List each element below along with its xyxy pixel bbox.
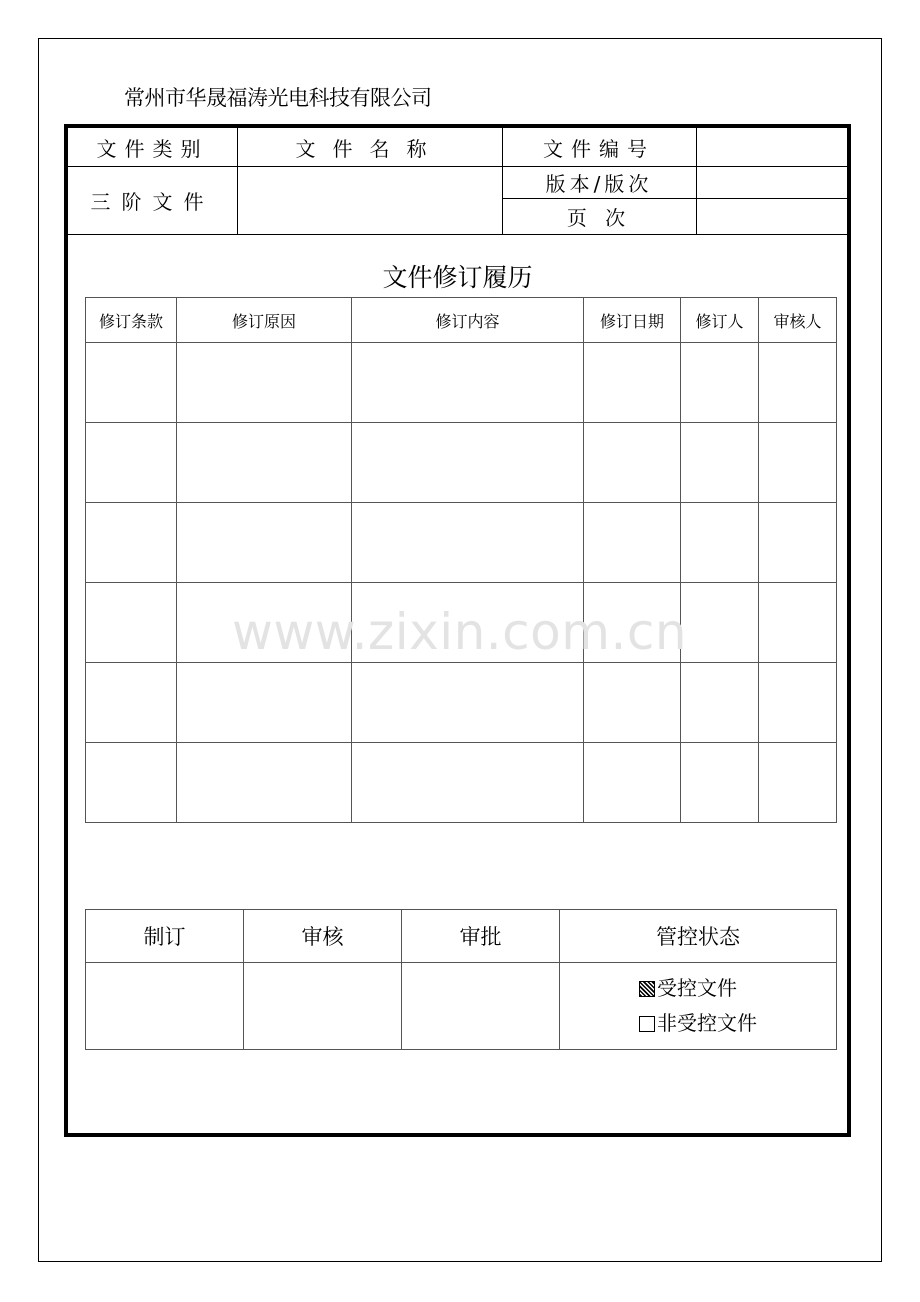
table-cell[interactable]: [584, 743, 681, 823]
table-cell[interactable]: [86, 503, 177, 583]
table-cell[interactable]: [681, 423, 759, 503]
table-cell[interactable]: [759, 663, 837, 743]
revision-history-title: 文件修订履历: [382, 263, 533, 292]
page-label: 页 次: [566, 205, 632, 230]
table-cell[interactable]: [759, 423, 837, 503]
version-value[interactable]: [696, 166, 847, 198]
revision-header-row: [86, 298, 837, 343]
table-cell[interactable]: [86, 663, 177, 743]
status-option-uncontrolled[interactable]: [639, 1006, 757, 1041]
table-cell[interactable]: [352, 663, 584, 743]
table-cell[interactable]: [86, 423, 177, 503]
table-cell[interactable]: [352, 423, 584, 503]
col-reviewed: 审核: [244, 910, 402, 963]
table-cell[interactable]: [352, 743, 584, 823]
table-cell[interactable]: [681, 743, 759, 823]
page-value[interactable]: [696, 198, 847, 234]
table-cell[interactable]: [584, 423, 681, 503]
table-cell[interactable]: [759, 743, 837, 823]
empty-box-icon[interactable]: [639, 1016, 655, 1032]
status-option-controlled[interactable]: [639, 971, 757, 1006]
table-cell[interactable]: [584, 343, 681, 423]
table-row: [86, 583, 837, 663]
category-value: 三阶文件: [90, 189, 215, 214]
table-cell[interactable]: [86, 343, 177, 423]
table-cell[interactable]: [177, 583, 352, 663]
signoff-header-row: [86, 910, 837, 963]
table-cell[interactable]: [177, 423, 352, 503]
approved-cell[interactable]: [402, 963, 560, 1050]
table-cell[interactable]: [177, 743, 352, 823]
col-date: 修订日期: [584, 298, 681, 343]
table-row: [86, 743, 837, 823]
table-cell[interactable]: [86, 743, 177, 823]
number-label: 文件编号: [543, 136, 655, 161]
company-name: 常州市华晟福涛光电科技有限公司: [124, 86, 432, 110]
col-drafted: 制订: [86, 910, 244, 963]
table-cell[interactable]: [352, 503, 584, 583]
table-cell[interactable]: [759, 583, 837, 663]
col-clause: 修订条款: [86, 298, 177, 343]
table-cell[interactable]: [681, 503, 759, 583]
col-content: 修订内容: [352, 298, 584, 343]
status-option-label: 受控文件: [657, 976, 737, 1000]
revision-table: [85, 297, 837, 823]
table-cell[interactable]: [177, 343, 352, 423]
drafted-cell[interactable]: [86, 963, 244, 1050]
table-cell[interactable]: [681, 663, 759, 743]
table-cell[interactable]: [681, 343, 759, 423]
table-cell[interactable]: [352, 583, 584, 663]
col-reason: 修订原因: [177, 298, 352, 343]
header-divider: [68, 234, 847, 235]
col-reviser: 修订人: [681, 298, 759, 343]
table-cell[interactable]: [584, 503, 681, 583]
status-option-label: 非受控文件: [657, 1011, 757, 1035]
table-cell[interactable]: [352, 343, 584, 423]
control-status-cell: [560, 963, 837, 1050]
signoff-row: [86, 963, 837, 1050]
table-cell[interactable]: [681, 583, 759, 663]
table-row: [86, 663, 837, 743]
table-cell[interactable]: [759, 503, 837, 583]
table-cell[interactable]: [177, 503, 352, 583]
col-control-status: 管控状态: [560, 910, 837, 963]
name-label: 文件名称: [295, 136, 444, 161]
status-options: [639, 971, 757, 1041]
table-row: [86, 343, 837, 423]
version-label: 版本/版次: [545, 171, 653, 196]
watermark: www.zixin.com.cn: [232, 603, 688, 661]
number-value[interactable]: [696, 128, 847, 166]
name-value[interactable]: [237, 166, 502, 234]
table-cell[interactable]: [177, 663, 352, 743]
col-reviewer: 审核人: [759, 298, 837, 343]
checked-box-icon[interactable]: [639, 981, 655, 997]
document-frame: [64, 124, 851, 1137]
table-row: [86, 503, 837, 583]
signoff-table: [85, 909, 837, 1050]
table-cell[interactable]: [584, 583, 681, 663]
table-cell[interactable]: [759, 343, 837, 423]
table-cell[interactable]: [584, 663, 681, 743]
table-row: [86, 423, 837, 503]
category-label: 文件类别: [96, 136, 209, 161]
reviewed-cell[interactable]: [244, 963, 402, 1050]
table-cell[interactable]: [86, 583, 177, 663]
col-approved: 审批: [402, 910, 560, 963]
